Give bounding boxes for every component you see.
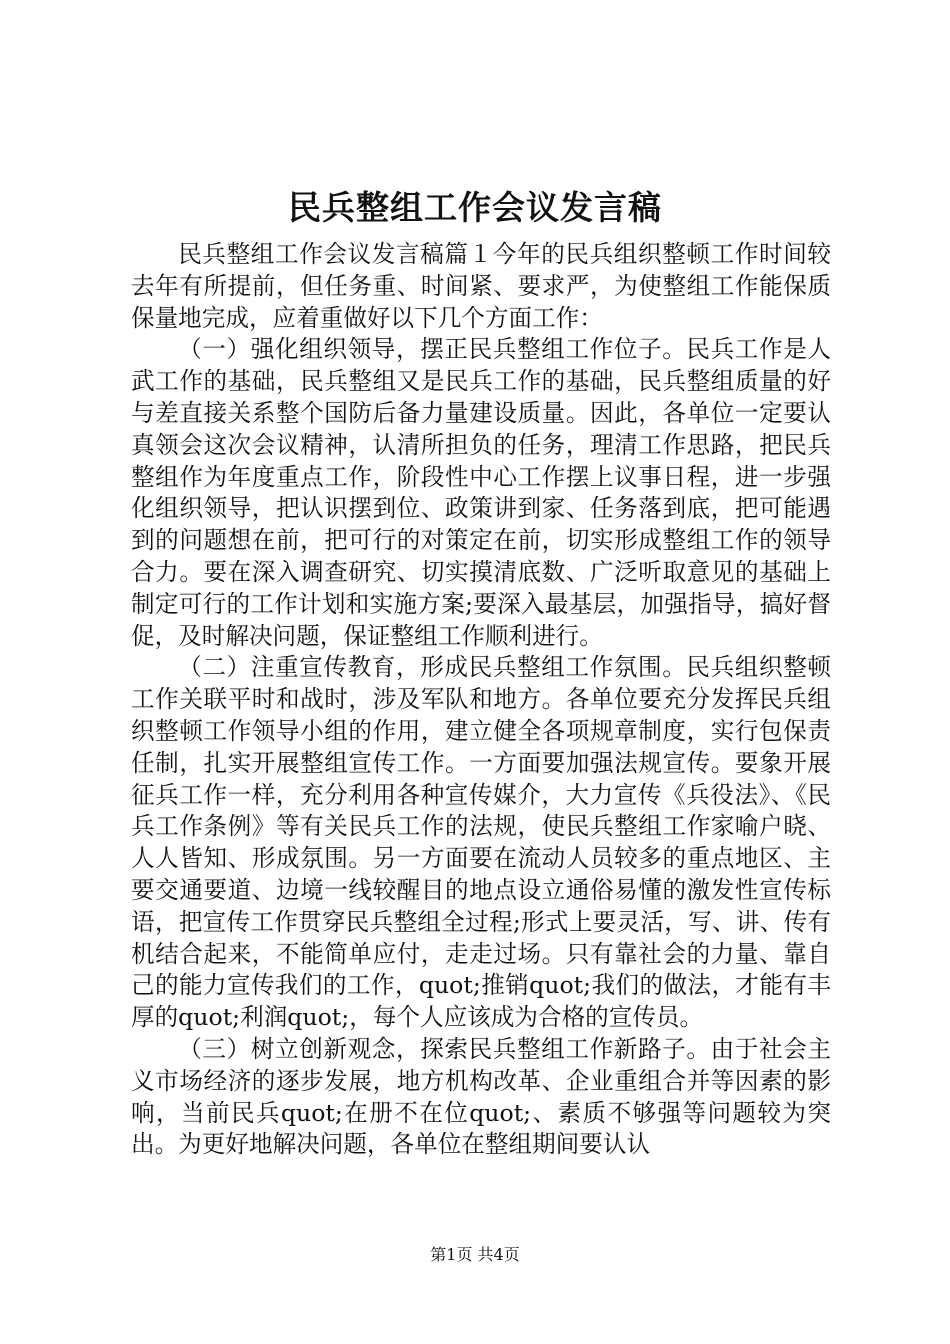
paragraph-intro: 民兵整组工作会议发言稿篇１今年的民兵组织整顿工作时间较去年有所提前，但任务重、时间紧、要求严，为使整组工作能保质保量地完成，应着重做好以下几个方面工作： <box>131 240 831 332</box>
document-body <box>131 239 831 1161</box>
paragraph-section-1: （一）强化组织领导，摆正民兵整组工作位子。民兵工作是人武工作的基础，民兵整组又是民兵工作的基础，民兵整组质量的好与差直接关系整个国防后备力量建设质量。因此，各单位一定要认真领会这次会议精神，认清所担负的任务，理清工作思路，把民兵整组作为年度重点工作，阶段性中心工作摆上议事日程，进一步强化组织领导，把认识摆到位、政策讲到家、任务落到底，把可能遇到的问题想在前，把可行的对策定在前，切实形成整组工作的领导合力。要在深入调查研究、切实摸清底数、广泛听取意见的基础上制定可行的工作计划和实施方案;要深入最基层，加强指导，搞好督促，及时解决问题，保证整组工作顺利进行。 <box>131 335 831 650</box>
page-footer: 第1页 共4页 <box>430 1245 520 1264</box>
paragraph-section-2: （二）注重宣传教育，形成民兵整组工作氛围。民兵组织整顿工作关联平时和战时，涉及军队和地方。各单位要充分发挥民兵组织整顿工作领导小组的作用，建立健全各项规章制度，实行包保责任制，扎实开展整组宣传工作。一方面要加强法规宣传。要象开展征兵工作一样，充分利用各种宣传媒介，大力宣传《兵役法》、《民兵工作条例》等有关民兵工作的法规，使民兵整组工作家喻户晓、人人皆知、形成氛围。另一方面要在流动人员较多的重点地区、主要交通要道、边境一线较醒目的地点设立通俗易懂的激发性宣传标语，把宣传工作贯穿民兵整组全过程;形式上要灵活，写、讲、传有机结合起来，不能简单应付，走走过场。只有靠社会的力量、靠自己的能力宣传我们的工作，quot;推销quot;我们的做法，才能有丰厚的quot;利润quot;，每个人应该成为合格的宣传员。 <box>131 653 831 1032</box>
document-title: 民兵整组工作会议发言稿 <box>288 188 662 227</box>
paragraph-section-3: （三）树立创新观念，探索民兵整组工作新路子。由于社会主义市场经济的逐步发展，地方机构改革、企业重组合并等因素的影响，当前民兵quot;在册不在位quot;、素质不够强等问题较为突出。为更好地解决问题，各单位在整组期间要认认 <box>131 1034 831 1159</box>
